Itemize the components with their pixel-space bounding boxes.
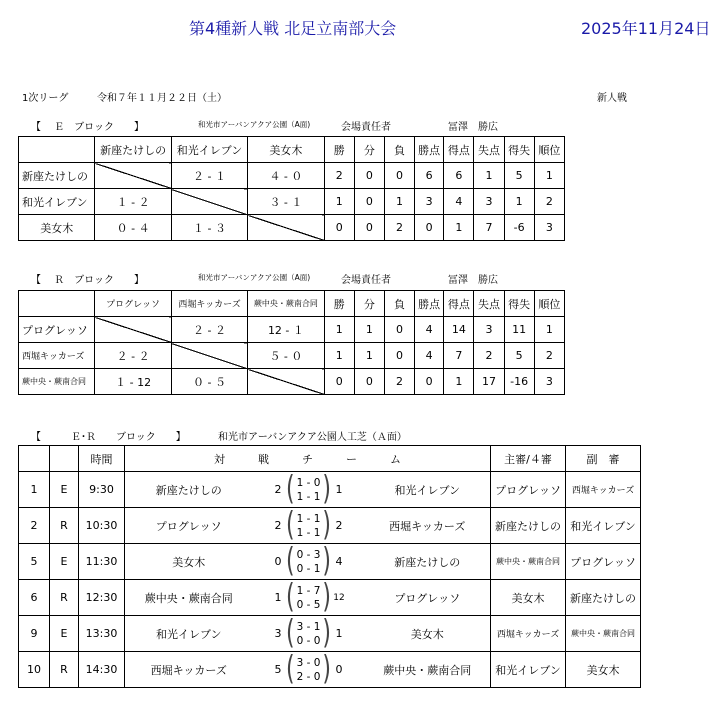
main-referee: 西堀キッカーズ [491, 616, 566, 652]
table-row [19, 369, 565, 395]
home-total: 2 [274, 519, 282, 532]
no-header [19, 446, 50, 472]
sub-referee: 美女木 [566, 652, 641, 688]
stat-cell: 1 [444, 215, 474, 241]
score-cell [253, 616, 365, 652]
stat-cell: 1 [324, 317, 354, 343]
block-r-standings-table [18, 290, 565, 395]
home-team: 和光イレブン [125, 616, 253, 652]
stat-cell: 1 [474, 163, 504, 189]
column-header: 失点 [474, 137, 504, 163]
stat-cell: 7 [474, 215, 504, 241]
column-header: 得点 [444, 291, 474, 317]
main-referee-header: 主審/４審 [491, 446, 566, 472]
stat-cell: 3 [415, 189, 444, 215]
second-half-score: 0 - 0 [296, 634, 321, 647]
result-cell: 12 - １ [248, 317, 324, 343]
match-no: 2 [19, 508, 50, 544]
column-header: 得失 [504, 291, 534, 317]
block-r-venue: 和光市アーバンアクア公園（A面) [198, 273, 311, 282]
stat-cell: 2 [534, 189, 564, 215]
stat-cell: 0 [384, 163, 414, 189]
corner-cell [19, 291, 95, 317]
stat-cell: 3 [474, 317, 504, 343]
column-header: 失点 [474, 291, 504, 317]
column-header: 得点 [444, 137, 474, 163]
stat-cell: 2 [534, 343, 564, 369]
stat-cell: 1 [534, 163, 564, 189]
page-title: 第4種新人戦 北足立南部大会 [189, 19, 397, 38]
corner-cell [19, 137, 95, 163]
home-team: プログレッソ [125, 508, 253, 544]
first-half-score: 1 - 1 [296, 512, 321, 525]
home-total: 5 [274, 663, 282, 676]
block-e-title: 【 Ｅ ブロック 】 [31, 122, 144, 133]
diagonal-cell [171, 343, 247, 369]
team-name: 和光イレブン [19, 189, 95, 215]
stat-cell: 2 [474, 343, 504, 369]
match-time: 10:30 [79, 508, 125, 544]
schedule-venue: 和光市アーバンアクア公園人工芝（Ａ面） [218, 432, 407, 443]
main-referee: 新座たけしの [491, 508, 566, 544]
table-row [19, 652, 641, 688]
match-header: 対 戦 チ ー ム [125, 446, 491, 472]
match-block: E [50, 616, 79, 652]
column-header: 勝 [324, 137, 354, 163]
bracket-right: ) [322, 651, 331, 688]
first-half-score: 3 - 1 [296, 620, 321, 633]
sub-referee: プログレッソ [566, 544, 641, 580]
bracket-right: ) [322, 579, 331, 616]
first-half-score: 1 - 7 [296, 584, 321, 597]
table-header-row [19, 291, 565, 317]
away-total: 12 [333, 592, 345, 603]
diagonal-cell [248, 215, 324, 241]
column-header: 勝点 [415, 291, 444, 317]
away-total: 1 [335, 627, 343, 640]
stat-cell: 5 [504, 343, 534, 369]
match-time: 14:30 [79, 652, 125, 688]
stat-cell: 0 [354, 369, 384, 395]
second-half-score: 0 - 1 [296, 562, 321, 575]
away-team: 美女木 [365, 616, 491, 652]
header-date: 2025年11月24日 [581, 19, 711, 38]
stat-cell: 1 [504, 189, 534, 215]
score-cell [253, 544, 365, 580]
away-team: 和光イレブン [365, 472, 491, 508]
result-cell: ２ - １ [171, 163, 247, 189]
table-row [19, 616, 641, 652]
stat-cell: 0 [415, 215, 444, 241]
home-total: 3 [274, 627, 282, 640]
category-label: 新人戦 [597, 93, 627, 104]
score-cell [253, 580, 365, 616]
result-cell: ０ - ４ [95, 215, 171, 241]
bracket-right: ) [322, 471, 331, 508]
main-referee: 美女木 [491, 580, 566, 616]
home-team: 新座たけしの [125, 472, 253, 508]
stat-cell: 17 [474, 369, 504, 395]
column-header: 得失 [504, 137, 534, 163]
diagonal-cell [248, 369, 324, 395]
stat-cell: 0 [354, 215, 384, 241]
home-total: 2 [274, 483, 282, 496]
stat-cell: 11 [504, 317, 534, 343]
match-time: 9:30 [79, 472, 125, 508]
result-cell: ０ - ５ [171, 369, 247, 395]
stat-cell: 1 [534, 317, 564, 343]
bracket-left: ( [285, 471, 295, 508]
away-team: プログレッソ [365, 580, 491, 616]
stat-cell: 1 [324, 189, 354, 215]
score-cell [253, 508, 365, 544]
away-team: 西堀キッカーズ [365, 508, 491, 544]
table-header-row [19, 446, 641, 472]
away-team: 蕨中央・蕨南合同 [365, 652, 491, 688]
match-no: 6 [19, 580, 50, 616]
stat-cell: 3 [474, 189, 504, 215]
away-team: 新座たけしの [365, 544, 491, 580]
time-header: 時間 [79, 446, 125, 472]
home-total: 1 [274, 591, 282, 604]
stat-cell: 3 [534, 215, 564, 241]
bracket-left: ( [285, 579, 295, 616]
diagonal-cell [95, 317, 171, 343]
column-header: 勝点 [415, 137, 444, 163]
sub-referee: 和光イレブン [566, 508, 641, 544]
away-total: 4 [335, 555, 343, 568]
second-half-score: 2 - 0 [296, 670, 321, 683]
bracket-left: ( [285, 543, 295, 580]
match-time: 12:30 [79, 580, 125, 616]
second-half-score: 1 - 1 [296, 526, 321, 539]
team-name: 新座たけしの [19, 163, 95, 189]
match-block: R [50, 508, 79, 544]
result-cell: ２ - ２ [171, 317, 247, 343]
block-e-standings-table [18, 136, 565, 241]
second-half-score: 1 - 1 [296, 490, 321, 503]
match-date: 令和７年１１月２２日（土） [97, 93, 227, 104]
result-cell: １ - ３ [171, 215, 247, 241]
match-block: E [50, 472, 79, 508]
team-name: プログレッソ [19, 317, 95, 343]
first-half-score: 1 - 0 [296, 476, 321, 489]
stat-cell: 2 [384, 369, 414, 395]
stat-cell: 0 [384, 343, 414, 369]
result-cell: ３ - １ [248, 189, 324, 215]
table-row [19, 580, 641, 616]
bracket-left: ( [285, 615, 295, 652]
result-cell: １ - 12 [95, 369, 171, 395]
stat-cell: 0 [384, 317, 414, 343]
block-e-venue: 和光市アーバンアクア公園（A面) [198, 120, 311, 129]
round-label: 1次リーグ [22, 93, 69, 104]
bracket-right: ) [322, 507, 331, 544]
result-cell: ５ - ０ [248, 343, 324, 369]
column-header: 分 [354, 291, 384, 317]
table-row [19, 317, 565, 343]
table-row [19, 189, 565, 215]
block-r-manager-label: 会場責任者 [341, 275, 391, 286]
stat-cell: 6 [415, 163, 444, 189]
score-cell [253, 652, 365, 688]
stat-cell: 14 [444, 317, 474, 343]
column-header: 順位 [534, 291, 564, 317]
stat-cell: 4 [444, 189, 474, 215]
stat-cell: 1 [444, 369, 474, 395]
stat-cell: 3 [534, 369, 564, 395]
stat-cell: 2 [324, 163, 354, 189]
column-header: 順位 [534, 137, 564, 163]
stat-cell: 0 [324, 215, 354, 241]
column-header: プログレッソ [95, 291, 171, 317]
main-referee: 蕨中央・蕨南合同 [491, 544, 566, 580]
result-cell: ２ - ２ [95, 343, 171, 369]
match-time: 11:30 [79, 544, 125, 580]
stat-cell: 4 [415, 343, 444, 369]
schedule-title: 【 Ｅ･Ｒ ブロック 】 [31, 432, 186, 443]
bracket-right: ) [322, 543, 331, 580]
stat-cell: 7 [444, 343, 474, 369]
result-cell: ４ - ０ [248, 163, 324, 189]
column-header: 蕨中央・蕨南合同 [248, 291, 324, 317]
table-header-row [19, 137, 565, 163]
block-r-manager: 冨澤 勝広 [448, 275, 498, 286]
away-total: 1 [335, 483, 343, 496]
table-row [19, 544, 641, 580]
away-total: 2 [335, 519, 343, 532]
column-header: 負 [384, 291, 414, 317]
result-cell: １ - ２ [95, 189, 171, 215]
first-half-score: 3 - 0 [296, 656, 321, 669]
bracket-right: ) [322, 615, 331, 652]
match-no: 5 [19, 544, 50, 580]
match-no: 10 [19, 652, 50, 688]
table-row [19, 163, 565, 189]
table-row [19, 472, 641, 508]
table-row [19, 215, 565, 241]
match-time: 13:30 [79, 616, 125, 652]
stat-cell: 2 [384, 215, 414, 241]
main-referee: 和光イレブン [491, 652, 566, 688]
table-row [19, 508, 641, 544]
stat-cell: 1 [354, 343, 384, 369]
column-header: 新座たけしの [95, 137, 171, 163]
first-half-score: 0 - 3 [296, 548, 321, 561]
match-block: E [50, 544, 79, 580]
column-header: 負 [384, 137, 414, 163]
team-name: 蕨中央・蕨南合同 [19, 369, 95, 395]
sub-referee: 西堀キッカーズ [566, 472, 641, 508]
column-header: 分 [354, 137, 384, 163]
second-half-score: 0 - 5 [296, 598, 321, 611]
home-team: 美女木 [125, 544, 253, 580]
stat-cell: 0 [354, 189, 384, 215]
team-name: 美女木 [19, 215, 95, 241]
score-cell [253, 472, 365, 508]
schedule-table [18, 445, 641, 688]
stat-cell: 0 [354, 163, 384, 189]
stat-cell: 1 [384, 189, 414, 215]
stat-cell: 0 [324, 369, 354, 395]
bracket-left: ( [285, 507, 295, 544]
block-e-manager-label: 会場責任者 [341, 122, 391, 133]
stat-cell: -6 [504, 215, 534, 241]
stat-cell: 5 [504, 163, 534, 189]
stat-cell: 6 [444, 163, 474, 189]
match-block: R [50, 580, 79, 616]
match-no: 9 [19, 616, 50, 652]
match-no: 1 [19, 472, 50, 508]
team-name: 西堀キッカーズ [19, 343, 95, 369]
block-e-manager: 冨澤 勝広 [448, 122, 498, 133]
column-header: 西堀キッカーズ [171, 291, 247, 317]
sub-referee-header: 副 審 [566, 446, 641, 472]
stat-cell: 1 [324, 343, 354, 369]
diagonal-cell [95, 163, 171, 189]
home-total: 0 [274, 555, 282, 568]
block-header [50, 446, 79, 472]
home-team: 西堀キッカーズ [125, 652, 253, 688]
sub-referee: 新座たけしの [566, 580, 641, 616]
stat-cell: 0 [415, 369, 444, 395]
column-header: 和光イレブン [171, 137, 247, 163]
stat-cell: 1 [354, 317, 384, 343]
stat-cell: -16 [504, 369, 534, 395]
sub-referee: 蕨中央・蕨南合同 [566, 616, 641, 652]
home-team: 蕨中央・蕨南合同 [125, 580, 253, 616]
block-r-title: 【 Ｒ ブロック 】 [31, 275, 144, 286]
table-row [19, 343, 565, 369]
column-header: 勝 [324, 291, 354, 317]
away-total: 0 [335, 663, 343, 676]
column-header: 美女木 [248, 137, 324, 163]
main-referee: プログレッソ [491, 472, 566, 508]
diagonal-cell [171, 189, 247, 215]
bracket-left: ( [285, 651, 295, 688]
stat-cell: 4 [415, 317, 444, 343]
match-block: R [50, 652, 79, 688]
